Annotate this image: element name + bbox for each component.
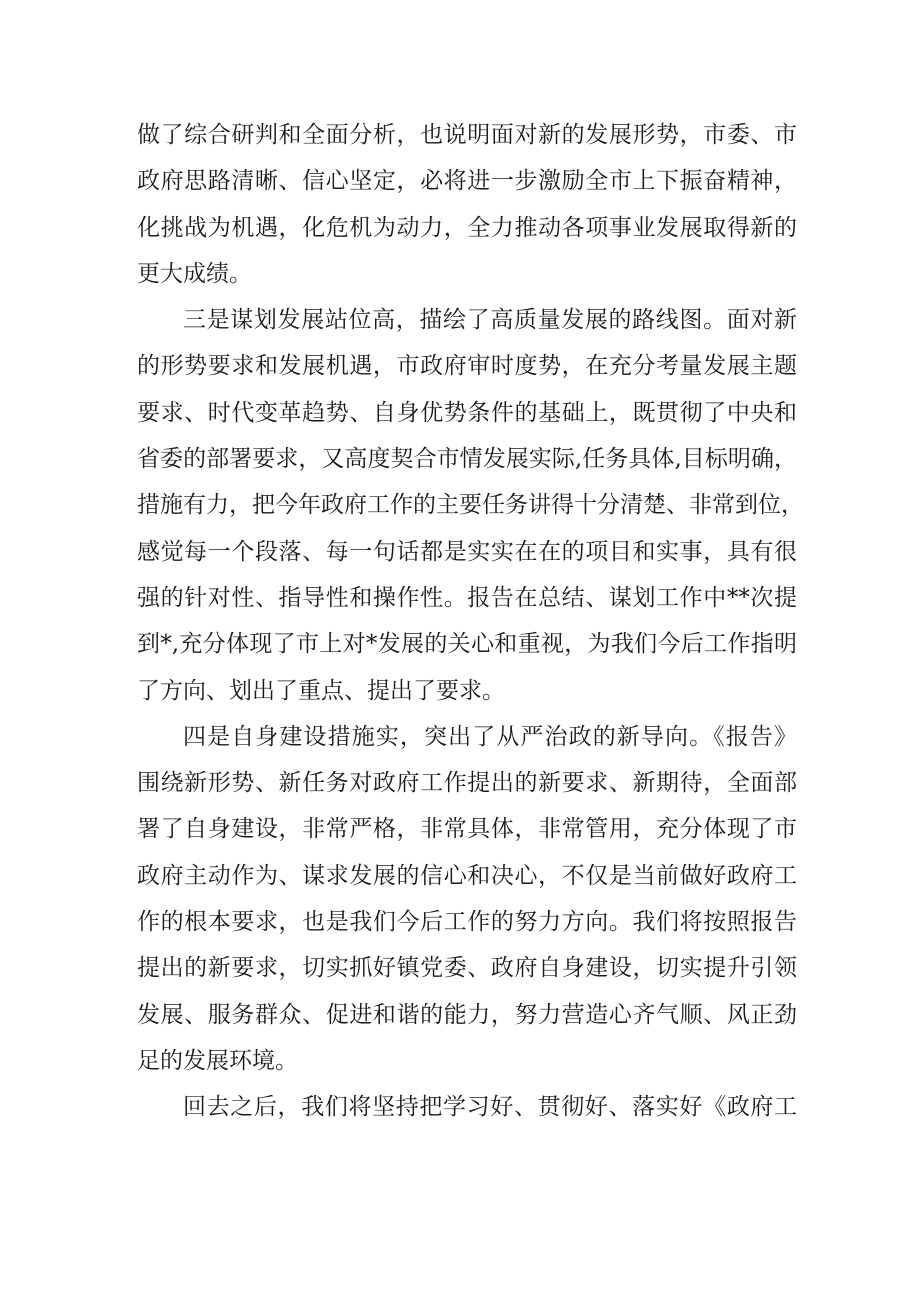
text-line: 省委的部署要求，又高度契合市情发展实际,任务具体,目标明确， [137,446,797,473]
paragraph-start-line: 回去之后，我们将坚持把学习好、贯彻好、落实好《政府工 [183,1094,797,1121]
text-line: 政府思路清晰、信心坚定，必将进一步激励全市上下振奋精神， [137,168,797,195]
text-line: 足的发展环境。 [137,1047,298,1074]
text-line: 要求、时代变革趋势、自身优势条件的基础上，既贯彻了中央和 [137,399,797,426]
text-line: 的形势要求和发展机遇，市政府审时度势，在充分考量发展主题 [137,353,797,380]
text-line: 措施有力，把今年政府工作的主要任务讲得十分清楚、非常到位， [137,492,804,519]
text-line: 作的根本要求，也是我们今后工作的努力方向。我们将按照报告 [137,909,797,936]
paragraph-start-line: 三是谋划发展站位高，描绘了高质量发展的路线图。面对新 [183,307,797,334]
text-line: 提出的新要求，切实抓好镇党委、政府自身建设，切实提升引领 [137,955,797,982]
document-body [137,112,804,1131]
text-line: 化挑战为机遇，化危机为动力，全力推动各项事业发展取得新的 [137,214,797,241]
text-line: 做了综合研判和全面分析，也说明面对新的发展形势，市委、市 [137,122,797,148]
text-line: 围绕新形势、新任务对政府工作提出的新要求、新期待，全面部 [137,770,797,797]
text-line: 强的针对性、指导性和操作性。报告在总结、谋划工作中**次提 [137,584,797,611]
text-line: 了方向、划出了重点、提出了要求。 [137,677,505,704]
text-line: 政府主动作为、谋求发展的信心和决心，不仅是当前做好政府工 [137,862,797,889]
text-line: 发展、服务群众、促进和谐的能力，努力营造心齐气顺、风正劲 [137,1001,797,1028]
text-line: 更大成绩。 [137,260,252,287]
text-line: 署了自身建设，非常严格，非常具体，非常管用，充分体现了市 [137,816,797,843]
paragraph-start-line: 四是自身建设措施实，突出了从严治政的新导向。《报告》 [183,723,797,750]
text-line: 到*,充分体现了市上对*发展的关心和重视，为我们今后工作指明 [137,631,797,658]
text-line: 感觉每一个段落、每一句话都是实实在在的项目和实事，具有很 [137,538,797,565]
